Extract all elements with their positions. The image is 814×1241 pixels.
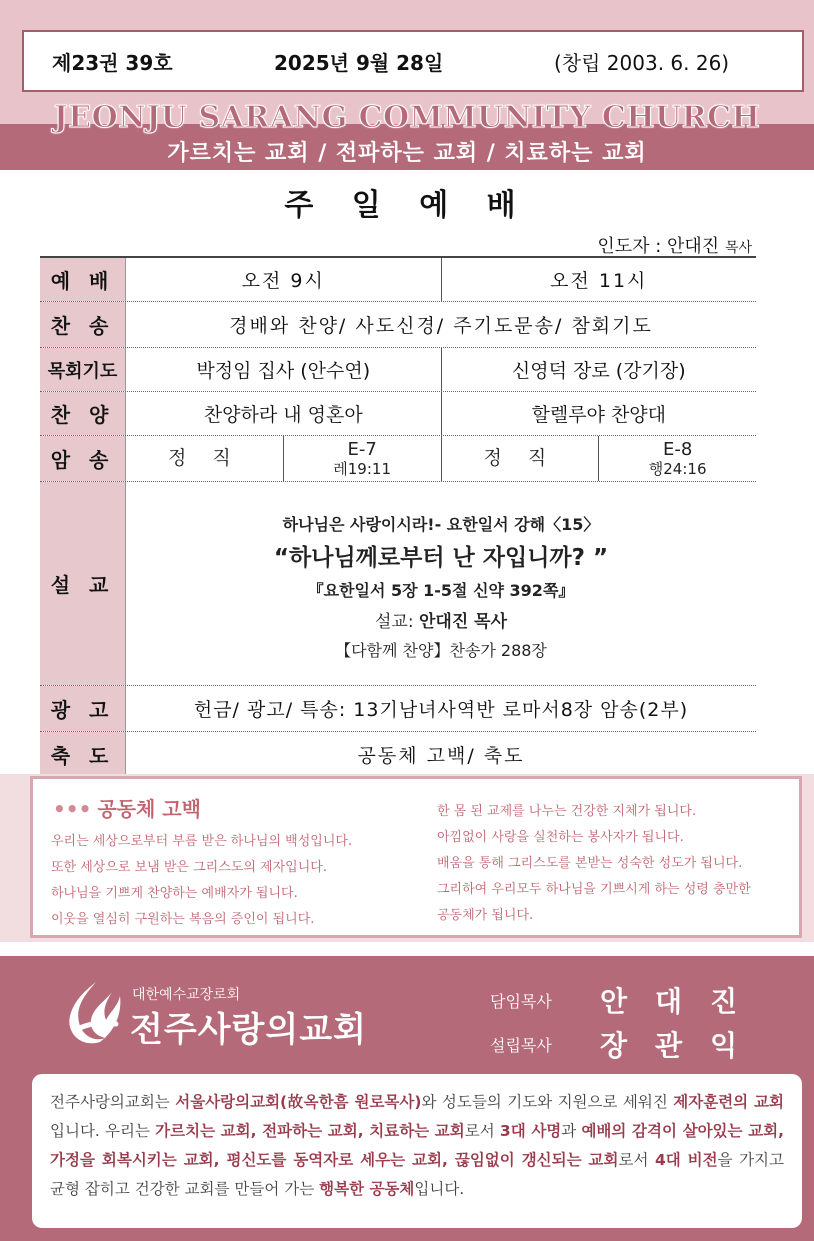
confession-box <box>30 776 802 938</box>
senior-name: 안대진 <box>600 985 766 1018</box>
confession-line: 또한 세상으로 보냄 받은 그리스도의 제자입니다. <box>51 860 327 875</box>
issue-volume: 제23권 39호 <box>52 50 173 75</box>
recite-am11 <box>441 436 757 481</box>
confession-line: 우리는 세상으로부터 부름 받은 하나님의 백성입니다. <box>51 834 353 849</box>
preacher-label: 설교: <box>374 612 414 632</box>
recite-am9-ref: 레19:11 <box>333 460 391 479</box>
issue-date: 2025년 9월 28일 <box>274 50 444 75</box>
blessing-text: 공동체 고백/ 축도 <box>357 744 525 767</box>
sermon-series: 하나님은 사랑이시라!- 요한일서 강해〈15〉 <box>282 515 600 534</box>
church-motto: 가르치는 교회 / 전파하는 교회 / 치료하는 교회 <box>167 141 647 166</box>
recite-am11-verse <box>598 436 756 481</box>
confession-right <box>437 799 751 929</box>
service-title: 주 일 예 배 <box>284 188 530 223</box>
worship-am11: 오전 11시 <box>441 258 757 301</box>
recite-am11-kind: 정 직 <box>483 447 557 470</box>
row-label: 찬 송 <box>40 302 126 347</box>
confession-line: 하나님을 기쁘게 찬양하는 예배자가 됩니다. <box>51 886 298 901</box>
footer <box>0 956 814 1241</box>
row-label: 목회기도 <box>40 348 126 391</box>
leader-title: 목사 <box>724 240 752 256</box>
church-korean-name: 전주사랑의교회 <box>130 1010 367 1050</box>
confession-left <box>51 829 352 933</box>
leader-name: 인도자 : 안대진 <box>597 236 720 257</box>
row-recite <box>40 436 756 482</box>
recite-am11-ref: 행24:16 <box>648 460 707 479</box>
about-church: 전주사랑의교회는 서울사랑의교회(故옥한흠 원로목사)와 성도들의 기도와 지원으로 세워진 제자훈련의 교회입니다. 우리는 가르치는 교회, 전파하는 교회, 치료하는 교회로서 3대 사명과 예배의 감격이 살아있는 교회, 가정을 회복시키는 교회, 평신도를 동역자로 세우는 교회, 끊임없이 갱신되는 교회로서 4대 비전을 가지고 균형 잡히고 건강한 교회를 만들어 가는 행복한 공동체입니다. <box>32 1074 802 1228</box>
recite-am9 <box>126 436 441 481</box>
row-sermon <box>40 482 756 686</box>
church-english-name: JEONJU SARANG COMMUNITY CHURCH <box>53 100 761 135</box>
choir-am11: 할렐루야 찬양대 <box>441 392 757 435</box>
row-blessing <box>40 732 756 776</box>
row-notice <box>40 686 756 732</box>
recite-am11-code: E-8 <box>662 438 693 460</box>
founded-date: (창립 2003. 6. 26) <box>554 50 730 75</box>
dots-icon: ••• <box>53 797 92 821</box>
recite-am9-kind: 정 직 <box>168 447 241 470</box>
hymn-text: 경배와 찬양/ 사도신경/ 주기도문송/ 참회기도 <box>229 315 653 337</box>
sermon-hymn: 【다함께 찬양】찬송가 288장 <box>335 641 547 660</box>
pastor-block <box>490 978 765 1066</box>
sermon-block <box>126 482 756 685</box>
row-label: 축 도 <box>40 732 126 776</box>
row-prayer <box>40 348 756 392</box>
row-hymn <box>40 302 756 348</box>
preacher-name: 안대진 목사 <box>418 612 507 632</box>
order-of-worship <box>40 256 756 778</box>
row-choir <box>40 392 756 436</box>
founding-role: 설립목사 <box>490 1035 552 1055</box>
header-band <box>0 0 814 170</box>
flame-logo-icon <box>66 978 126 1048</box>
service-leader <box>597 232 752 258</box>
confession-line: 아낌없이 사랑을 실천하는 봉사자가 됩니다. <box>437 830 684 845</box>
row-worship <box>40 258 756 302</box>
recite-am9-code: E-7 <box>347 438 377 460</box>
confession-line: 공동체가 됩니다. <box>437 908 534 923</box>
founding-name: 장관익 <box>600 1029 766 1062</box>
confession-line: 배움을 통해 그리스도를 본받는 성숙한 성도가 됩니다. <box>437 856 743 871</box>
row-label: 설 교 <box>40 482 126 685</box>
sermon-title: “하나님께로부터 난 자입니까? ” <box>273 545 609 571</box>
recite-am9-verse <box>283 436 441 481</box>
issue-info-box <box>22 30 804 92</box>
choir-am9: 찬양하라 내 영혼아 <box>203 404 363 426</box>
prayer-am9: 박정임 집사 (안수연) <box>196 360 371 382</box>
notice-text: 헌금/ 광고/ 특송: 13기남녀사역반 로마서8장 암송(2부) <box>193 699 689 721</box>
row-label: 암 송 <box>40 436 126 481</box>
senior-role: 담임목사 <box>490 991 552 1011</box>
row-label: 광 고 <box>40 686 126 731</box>
sermon-scripture: 『요한일서 5장 1-5절 신약 392쪽』 <box>307 581 575 600</box>
sermon-preacher <box>375 607 507 632</box>
senior-pastor <box>490 978 765 1022</box>
confession-line: 한 몸 된 교제를 나누는 건강한 지체가 됩니다. <box>437 804 697 819</box>
confession-line: 그리하여 우리모두 하나님을 기쁘시게 하는 성령 충만한 <box>437 882 751 897</box>
founding-pastor <box>490 1022 765 1066</box>
worship-am9: 오전 9시 <box>241 270 325 292</box>
confession-title: ••• 공동체 고백 <box>53 797 201 821</box>
prayer-am11: 신영덕 장로 (강기장) <box>441 348 757 391</box>
row-label: 예 배 <box>40 258 126 301</box>
row-label: 찬 양 <box>40 392 126 435</box>
denomination: 대한예수교장로회 <box>132 987 241 1003</box>
confession-line: 이웃을 열심히 구원하는 복음의 증인이 됩니다. <box>51 912 315 927</box>
